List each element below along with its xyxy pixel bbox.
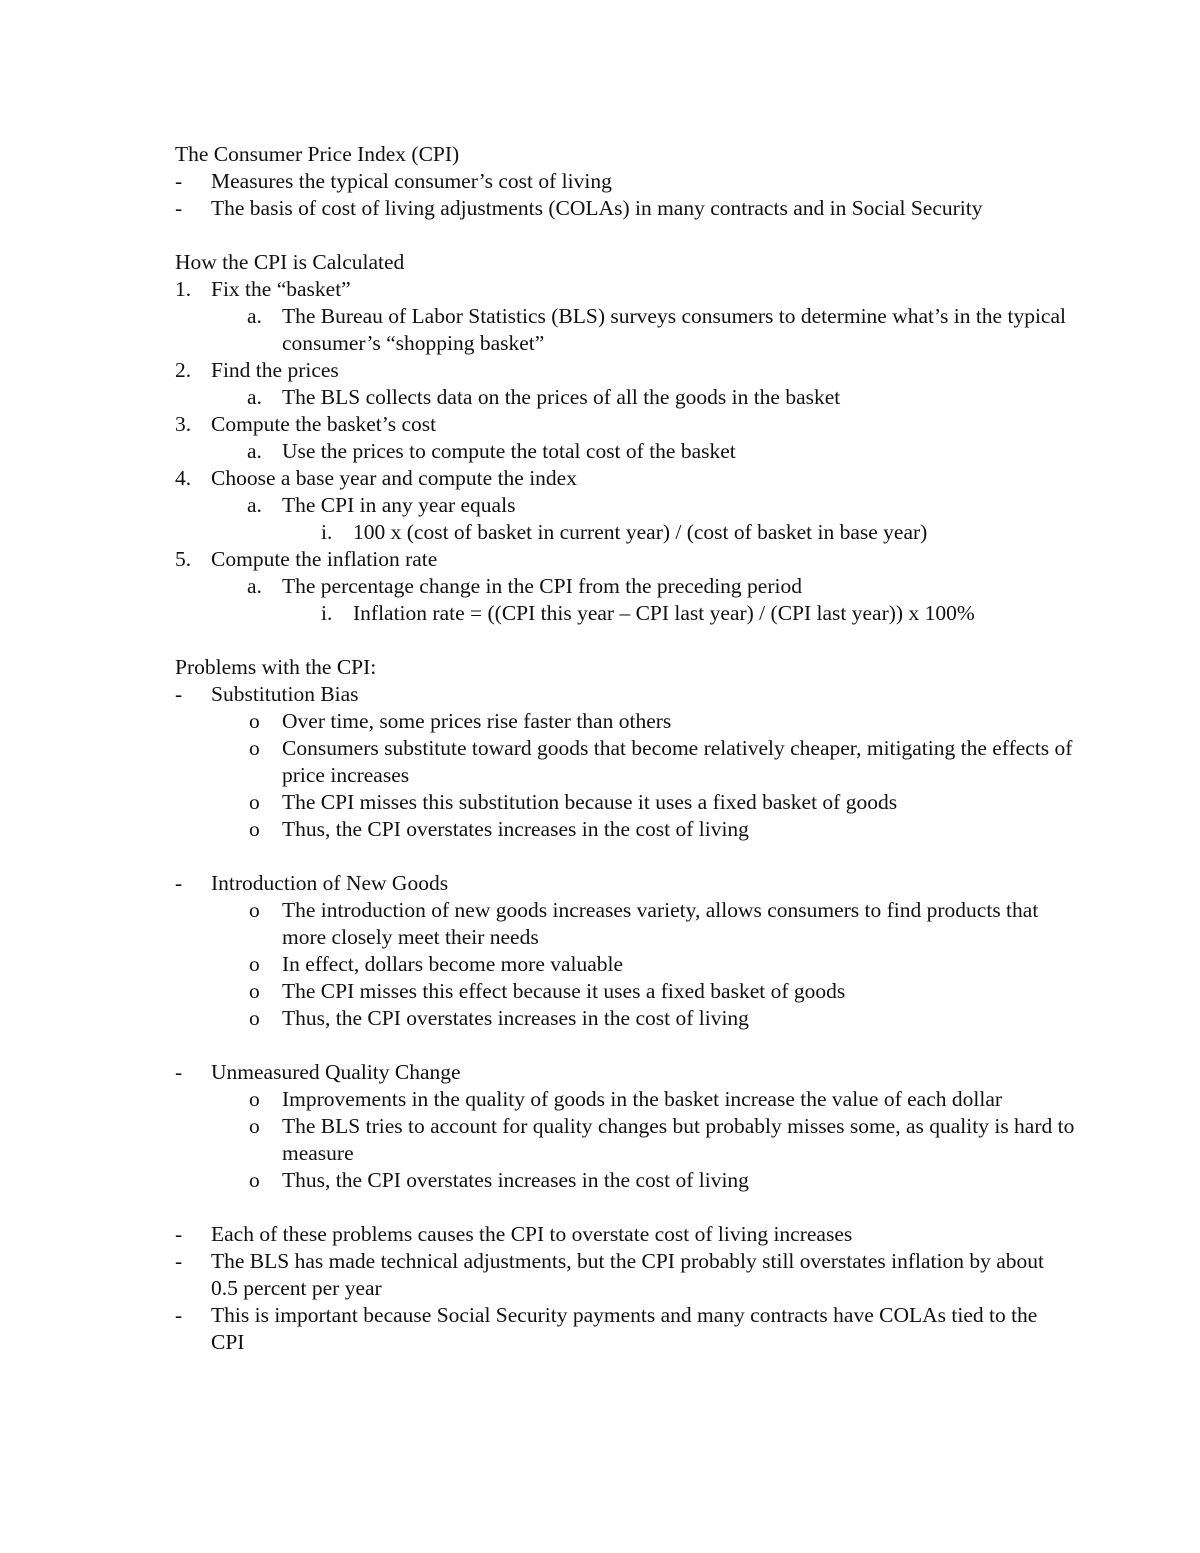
problem-item [175, 681, 1075, 708]
bullet-marker: o [249, 898, 260, 922]
step-number: 3. [175, 412, 192, 436]
problem-point-text: The introduction of new goods increases variety, allows consumers to find products that more closely meet their needs [282, 898, 1039, 949]
dash-marker: - [175, 1249, 183, 1273]
problem-point [175, 789, 1075, 816]
problem-point-text: In effect, dollars become more valuable [282, 952, 624, 976]
step-item [175, 276, 1075, 303]
substep-item [175, 303, 1075, 357]
problem-point-text: Over time, some prices rise faster than others [282, 709, 672, 733]
problem-point-text: Improvements in the quality of goods in the basket increase the value of each dollar [282, 1087, 1003, 1111]
section-title-cpi: The Consumer Price Index (CPI) [175, 142, 460, 166]
list-item [175, 168, 1075, 195]
substep-item [175, 492, 1075, 519]
formula-text: 100 x (cost of basket in current year) / (cost of basket in base year) [353, 520, 928, 544]
problem-point [175, 978, 1075, 1005]
step-text: Compute the basket’s cost [211, 412, 437, 436]
bullet-marker: o [249, 952, 260, 976]
summary-text: Each of these problems causes the CPI to overstate cost of living increases [211, 1222, 853, 1246]
bullet-marker: o [249, 736, 260, 760]
problem-point [175, 897, 1075, 951]
bullet-marker: o [249, 817, 260, 841]
problem-point [175, 1086, 1075, 1113]
summary-item [175, 1248, 1075, 1302]
problem-name: Unmeasured Quality Change [211, 1060, 461, 1084]
step-number: 1. [175, 277, 192, 301]
formula-text: Inflation rate = ((CPI this year – CPI last year) / (CPI last year)) x 100% [353, 601, 975, 625]
step-item [175, 411, 1075, 438]
problem-item [175, 1059, 1075, 1086]
dash-marker: - [175, 169, 183, 193]
list-item-text: Measures the typical consumer’s cost of living [211, 169, 612, 193]
substep-marker: a. [247, 304, 262, 328]
substep-marker: a. [247, 493, 262, 517]
problem-point [175, 951, 1075, 978]
problem-point [175, 735, 1075, 789]
section-title-problems: Problems with the CPI: [175, 655, 377, 679]
bullet-marker: o [249, 1087, 260, 1111]
dash-marker: - [175, 1060, 183, 1084]
problem-point-text: The CPI misses this effect because it uses a fixed basket of goods [282, 979, 846, 1003]
substep-item [175, 384, 1075, 411]
step-item [175, 546, 1075, 573]
substep-text: Use the prices to compute the total cost of the basket [282, 439, 736, 463]
bullet-marker: o [249, 979, 260, 1003]
formula-item [175, 600, 1075, 627]
bullet-marker: o [249, 709, 260, 733]
formula-item [175, 519, 1075, 546]
dash-marker: - [175, 871, 183, 895]
step-number: 5. [175, 547, 192, 571]
substep-marker: a. [247, 574, 262, 598]
substep-item [175, 438, 1075, 465]
step-number: 4. [175, 466, 192, 490]
bullet-marker: o [249, 1006, 260, 1030]
problem-point [175, 1005, 1075, 1032]
summary-text: The BLS has made technical adjustments, but the CPI probably still overstates inflation by about 0.5 percent per year [211, 1249, 1044, 1300]
problem-point-text: Thus, the CPI overstates increases in the cost of living [282, 1006, 749, 1030]
problem-point-text: The CPI misses this substitution because it uses a fixed basket of goods [282, 790, 898, 814]
step-text: Fix the “basket” [211, 277, 351, 301]
step-item [175, 465, 1075, 492]
substep-text: The percentage change in the CPI from the preceding period [282, 574, 802, 598]
list-item [175, 195, 1075, 222]
problem-item [175, 870, 1075, 897]
summary-item [175, 1302, 1075, 1356]
substep-text: The Bureau of Labor Statistics (BLS) surveys consumers to determine what’s in the typical consumer’s “shopping basket” [282, 304, 1066, 355]
problem-point [175, 708, 1075, 735]
step-text: Find the prices [211, 358, 339, 382]
substep-text: The CPI in any year equals [282, 493, 516, 517]
dash-marker: - [175, 682, 183, 706]
problem-point-text: Thus, the CPI overstates increases in the cost of living [282, 817, 749, 841]
bullet-marker: o [249, 1114, 260, 1138]
formula-marker: i. [321, 520, 333, 544]
dash-marker: - [175, 196, 183, 220]
problem-point [175, 1113, 1075, 1167]
step-text: Choose a base year and compute the index [211, 466, 577, 490]
step-number: 2. [175, 358, 192, 382]
list-item-text: The basis of cost of living adjustments (COLAs) in many contracts and in Social Security [211, 196, 983, 220]
dash-marker: - [175, 1303, 183, 1327]
section-title-calculation: How the CPI is Calculated [175, 250, 405, 274]
summary-item [175, 1221, 1075, 1248]
problem-point-text: Thus, the CPI overstates increases in the cost of living [282, 1168, 749, 1192]
document-page [175, 141, 1075, 1356]
problem-point-text: Consumers substitute toward goods that become relatively cheaper, mitigating the effects of price increases [282, 736, 1073, 787]
bullet-marker: o [249, 790, 260, 814]
step-item [175, 357, 1075, 384]
problem-point-text: The BLS tries to account for quality changes but probably misses some, as quality is hard to measure [282, 1114, 1075, 1165]
substep-marker: a. [247, 385, 262, 409]
problem-name: Substitution Bias [211, 682, 359, 706]
problem-point [175, 816, 1075, 843]
formula-marker: i. [321, 601, 333, 625]
problem-point [175, 1167, 1075, 1194]
summary-text: This is important because Social Security payments and many contracts have COLAs tied to the CPI [211, 1303, 1038, 1354]
substep-text: The BLS collects data on the prices of all the goods in the basket [282, 385, 841, 409]
dash-marker: - [175, 1222, 183, 1246]
bullet-marker: o [249, 1168, 260, 1192]
substep-marker: a. [247, 439, 262, 463]
step-text: Compute the inflation rate [211, 547, 438, 571]
substep-item [175, 573, 1075, 600]
problem-name: Introduction of New Goods [211, 871, 449, 895]
